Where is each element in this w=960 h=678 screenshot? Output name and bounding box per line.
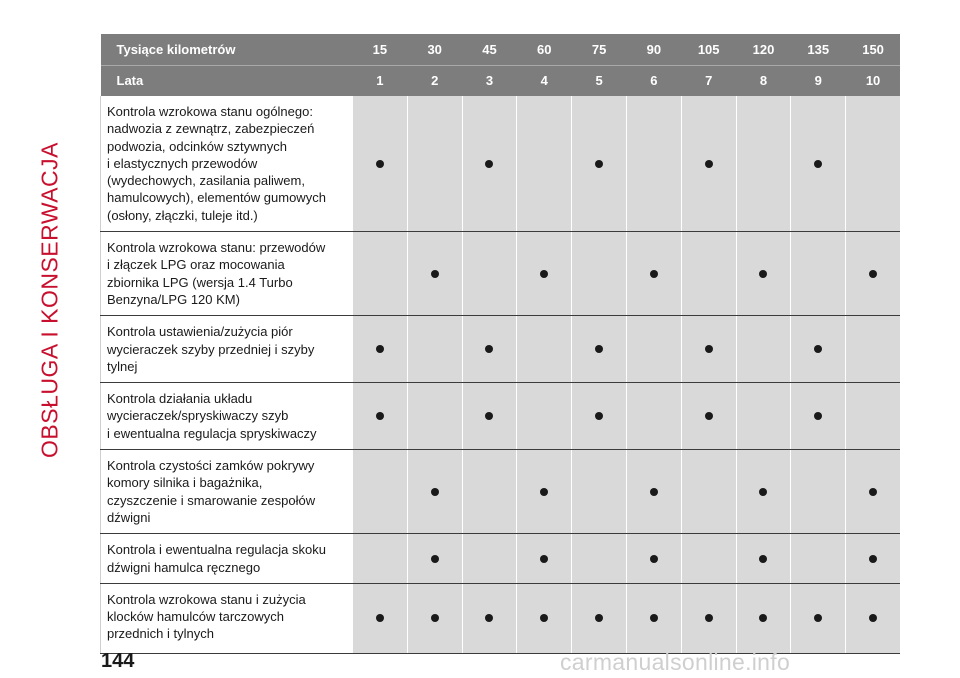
interval-cell [353,383,408,450]
interval-cell [407,316,462,383]
interval-cell [681,316,736,383]
required-bullet-icon [759,555,767,563]
task-description-line: (wydechowych, zasilania paliwem, [107,173,305,189]
interval-cell [846,450,901,534]
required-bullet-icon [650,614,658,622]
required-bullet-icon [705,412,713,420]
interval-cell [846,583,901,653]
task-description-line: przednich i tylnych [107,626,214,642]
table-header [101,34,901,96]
interval-cell [407,232,462,316]
task-description-line: Kontrola ustawienia/zużycia piór [107,324,293,340]
required-bullet-icon [595,160,603,168]
required-bullet-icon [650,555,658,563]
km-header-cell: 60 [517,34,572,65]
required-bullet-icon [431,555,439,563]
maintenance-schedule-table [100,34,900,654]
interval-cell [572,583,627,653]
interval-cell [791,583,846,653]
required-bullet-icon [595,412,603,420]
task-description [101,96,353,232]
years-header-cell: 6 [626,65,681,96]
years-header-cell: 7 [681,65,736,96]
task-description-line: i elastycznych przewodów [107,155,258,171]
km-header-cell: 75 [572,34,627,65]
interval-cell [462,534,517,584]
required-bullet-icon [431,488,439,496]
required-bullet-icon [376,345,384,353]
task-description-line: komory silnika i bagażnika, [107,475,263,491]
required-bullet-icon [595,614,603,622]
interval-cell [626,96,681,232]
interval-cell [736,383,791,450]
required-bullet-icon [431,614,439,622]
interval-cell [462,583,517,653]
km-header-cell: 105 [681,34,736,65]
required-bullet-icon [814,160,822,168]
interval-cell [517,316,572,383]
interval-cell [407,96,462,232]
interval-cell [407,450,462,534]
required-bullet-icon [869,614,877,622]
task-description-line: Kontrola i ewentualna regulacja skoku [107,542,326,558]
task-description-line: wycieraczek szyby przedniej i szyby [107,341,315,357]
interval-cell [736,450,791,534]
interval-cell [572,534,627,584]
years-header-cell: 5 [572,65,627,96]
interval-cell [846,232,901,316]
km-header-cell: 135 [791,34,846,65]
task-description-line: tylnej [107,358,138,374]
table-row [101,232,901,316]
task-description-line: Kontrola wzrokowa stanu: przewodów [107,240,326,256]
interval-cell [517,583,572,653]
interval-cell [736,96,791,232]
task-description [101,534,353,584]
interval-cell [626,450,681,534]
required-bullet-icon [759,614,767,622]
task-description-line: wycieraczek/spryskiwaczy szyb [107,408,289,424]
task-description-line: dźwigni hamulca ręcznego [107,559,261,575]
task-description-line: (osłony, złączki, tuleje itd.) [107,207,258,223]
interval-cell [736,583,791,653]
interval-cell [462,96,517,232]
interval-cell [736,316,791,383]
km-header-label: Tysiące kilometrów [101,34,353,65]
task-description [101,383,353,450]
interval-cell [517,96,572,232]
interval-cell [626,534,681,584]
interval-cell [353,96,408,232]
required-bullet-icon [540,614,548,622]
task-description-line: podwozia, odcinków sztywnych [107,138,287,154]
years-header-label: Lata [101,65,353,96]
task-description [101,232,353,316]
table-row [101,316,901,383]
interval-cell [462,383,517,450]
interval-cell [791,450,846,534]
required-bullet-icon [650,270,658,278]
interval-cell [681,96,736,232]
interval-cell [462,232,517,316]
required-bullet-icon [595,345,603,353]
years-header-cell: 2 [407,65,462,96]
required-bullet-icon [540,555,548,563]
interval-cell [353,583,408,653]
interval-cell [626,316,681,383]
interval-cell [626,383,681,450]
required-bullet-icon [759,488,767,496]
required-bullet-icon [485,160,493,168]
years-header-cell: 10 [846,65,901,96]
task-description-line: dźwigni [107,509,151,525]
required-bullet-icon [814,614,822,622]
interval-cell [846,534,901,584]
interval-cell [681,232,736,316]
interval-cell [517,450,572,534]
required-bullet-icon [705,614,713,622]
required-bullet-icon [485,345,493,353]
interval-cell [626,583,681,653]
table-row [101,96,901,232]
task-description-line: Benzyna/LPG 120 KM) [107,291,240,307]
interval-cell [846,316,901,383]
required-bullet-icon [650,488,658,496]
interval-cell [353,534,408,584]
years-header-cell: 1 [353,65,408,96]
interval-cell [736,534,791,584]
task-description-line: Kontrola wzrokowa stanu i zużycia [107,591,306,607]
interval-cell [353,450,408,534]
task-description-line: Kontrola działania układu [107,391,253,407]
interval-cell [572,316,627,383]
required-bullet-icon [376,412,384,420]
table-row [101,583,901,653]
task-description-line: Kontrola wzrokowa stanu ogólnego: [107,104,313,119]
task-description-line: zbiornika LPG (wersja 1.4 Turbo [107,274,293,290]
required-bullet-icon [376,160,384,168]
required-bullet-icon [869,488,877,496]
km-header-cell: 30 [407,34,462,65]
interval-cell [517,383,572,450]
required-bullet-icon [540,488,548,496]
header-row-km [101,34,901,65]
interval-cell [572,383,627,450]
task-description-line: nadwozia z zewnątrz, zabezpieczeń [107,121,315,137]
table-body [101,96,901,653]
interval-cell [517,232,572,316]
km-header-cell: 15 [353,34,408,65]
interval-cell [681,450,736,534]
required-bullet-icon [705,160,713,168]
interval-cell [353,232,408,316]
interval-cell [681,383,736,450]
required-bullet-icon [431,270,439,278]
interval-cell [407,383,462,450]
interval-cell [681,534,736,584]
interval-cell [462,316,517,383]
task-description-line: i złączek LPG oraz mocowania [107,257,285,273]
table-row [101,450,901,534]
table-row [101,383,901,450]
interval-cell [846,383,901,450]
task-description [101,583,353,653]
required-bullet-icon [759,270,767,278]
interval-cell [681,583,736,653]
required-bullet-icon [869,270,877,278]
required-bullet-icon [540,270,548,278]
required-bullet-icon [485,412,493,420]
header-row-years [101,65,901,96]
interval-cell [626,232,681,316]
required-bullet-icon [814,412,822,420]
interval-cell [572,96,627,232]
interval-cell [791,316,846,383]
interval-cell [517,534,572,584]
interval-cell [736,232,791,316]
km-header-cell: 120 [736,34,791,65]
task-description-line: Kontrola czystości zamków pokrywy [107,458,315,474]
interval-cell [407,534,462,584]
years-header-cell: 3 [462,65,517,96]
km-header-cell: 45 [462,34,517,65]
interval-cell [462,450,517,534]
task-description-line: hamulcowych), elementów gumowych [107,190,326,206]
watermark-text: carmanualsonline.info [560,649,791,675]
required-bullet-icon [705,345,713,353]
page-number: 144 [101,650,135,672]
required-bullet-icon [869,555,877,563]
required-bullet-icon [814,345,822,353]
table-row [101,534,901,584]
task-description [101,316,353,383]
interval-cell [791,232,846,316]
km-header-cell: 150 [846,34,901,65]
interval-cell [572,450,627,534]
years-header-cell: 4 [517,65,572,96]
task-description-line: czyszczenie i smarowanie zespołów [107,492,316,508]
years-header-cell: 9 [791,65,846,96]
interval-cell [791,383,846,450]
years-header-cell: 8 [736,65,791,96]
interval-cell [353,316,408,383]
interval-cell [791,534,846,584]
task-description-line: klocków hamulców tarczowych [107,609,285,625]
task-description [101,450,353,534]
section-title: OBSŁUGA I KONSERWACJA [36,142,63,458]
interval-cell [791,96,846,232]
km-header-cell: 90 [626,34,681,65]
task-description-line: i ewentualna regulacja spryskiwaczy [107,425,317,441]
interval-cell [407,583,462,653]
interval-cell [572,232,627,316]
required-bullet-icon [376,614,384,622]
required-bullet-icon [485,614,493,622]
interval-cell [846,96,901,232]
